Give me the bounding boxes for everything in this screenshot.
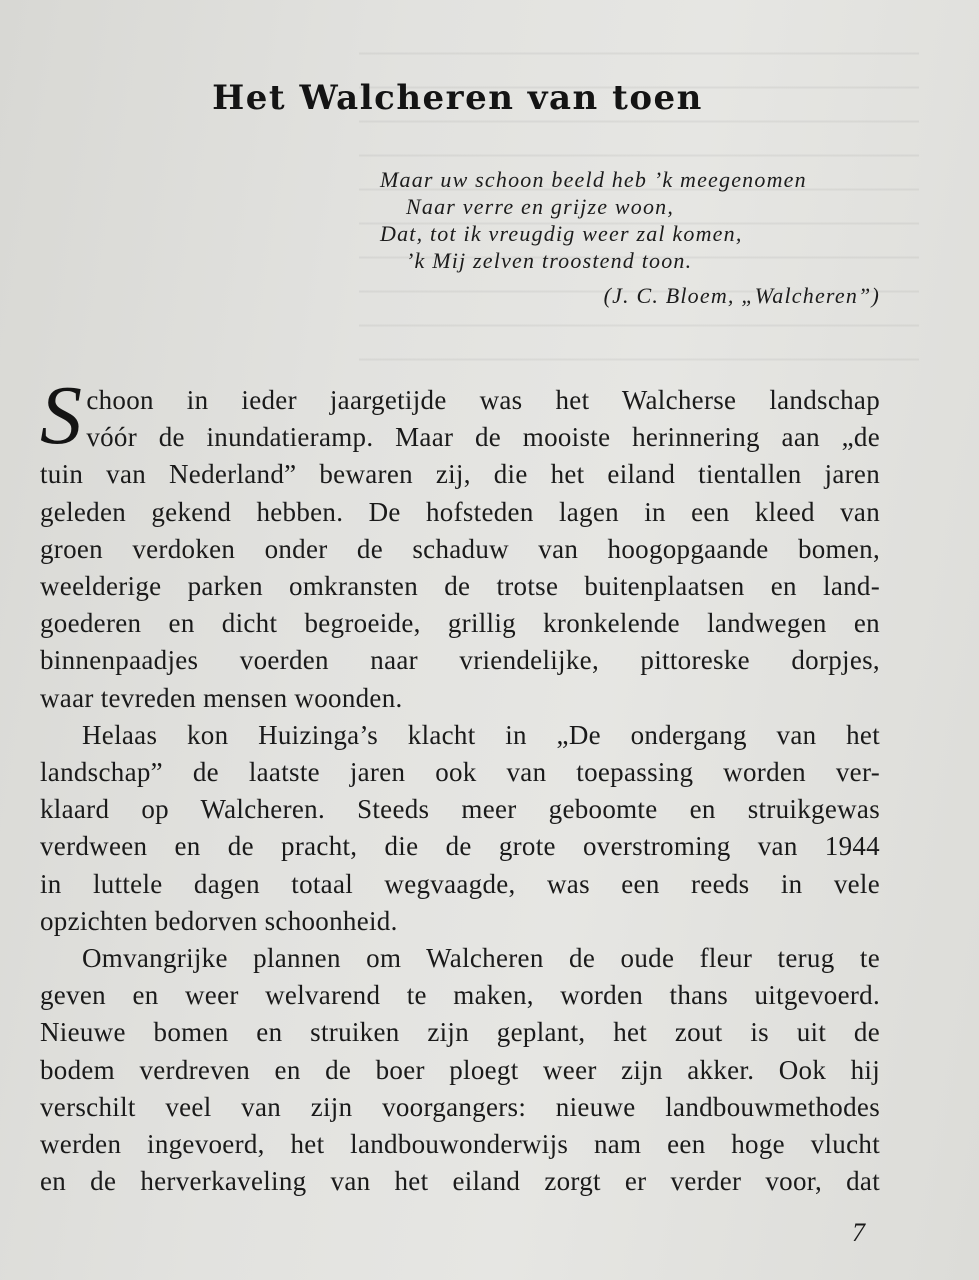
epigraph-line: Dat, tot ik vreugdig weer zal komen, [380,221,743,246]
epigraph-line: Naar verre en grijze woon, [406,194,675,219]
paragraph-1 [40,369,880,717]
text-line: opzichten bedorven schoonheid. [40,905,398,936]
text-line: verschilt veel van zijn voorgangers: nieuwe landbouwmethodes [40,1091,880,1122]
text-line: klaard op Walcheren. Steeds meer geboomte en struikgewas [40,794,880,825]
paragraph-3 [40,940,880,1200]
text-line: waar tevreden mensen woonden. [40,682,403,713]
text-line: bodem verdreven en de boer ploegt weer zijn akker. Ook hij [40,1054,880,1085]
text-line: Helaas kon Huizinga’s klacht in „De ondergang van het [82,719,880,750]
text-line: groen verdoken onder de schaduw van hoogopgaande bomen, [40,533,880,564]
text-line: weelderige parken omkransten de trotse buitenplaatsen en land- [40,571,880,602]
epigraph-line: ’k Mij zelven troostend toon. [406,248,693,273]
text-line: tuin van Nederland” bewaren zij, die het eiland tientallen jaren [40,459,880,490]
chapter-title: Het Walcheren van toen [212,78,703,118]
text-line: vóór de inundatieramp. Maar de mooiste herinnering aan „de [86,422,880,453]
drop-cap: S [40,369,83,462]
text-line: Omvangrijke plannen om Walcheren de oude fleur terug te [82,943,880,974]
text-line: Nieuwe bomen en struiken zijn geplant, het zout is uit de [40,1017,880,1048]
text-line: geven en weer welvarend te maken, worden thans uitgevoerd. [40,980,880,1011]
epigraph-line: Maar uw schoon beeld heb ’k meegenomen [380,167,807,192]
text-line: geleden gekend hebben. De hofsteden lagen in een kleed van [40,496,880,527]
text-line: in luttele dagen totaal wegvaagde, was een reeds in vele [40,868,880,899]
text-line: werden ingevoerd, het landbouwonderwijs nam een hoge vlucht [40,1129,880,1160]
text-line: choon in ieder jaargetijde was het Walcherse landschap [86,385,880,415]
epigraph-attribution: (J. C. Bloem, „Walcheren”) [603,283,880,308]
text-line: verdween en de pracht, die de grote overstroming van 1944 [40,831,880,862]
text-line: goederen en dicht begroeide, grillig kronkelende landwegen en [40,608,880,639]
text-line: en de herverkaveling van het eiland zorgt er verder voor, dat [40,1166,880,1197]
page-number: 7 [852,1218,865,1247]
text-line: binnenpaadjes voerden naar vriendelijke, pittoreske dorpjes, [40,645,880,676]
text-line: landschap” de laatste jaren ook van toepassing worden ver- [40,757,880,788]
epigraph [380,166,890,309]
paragraph-2 [40,717,880,940]
body-text [40,369,880,1200]
